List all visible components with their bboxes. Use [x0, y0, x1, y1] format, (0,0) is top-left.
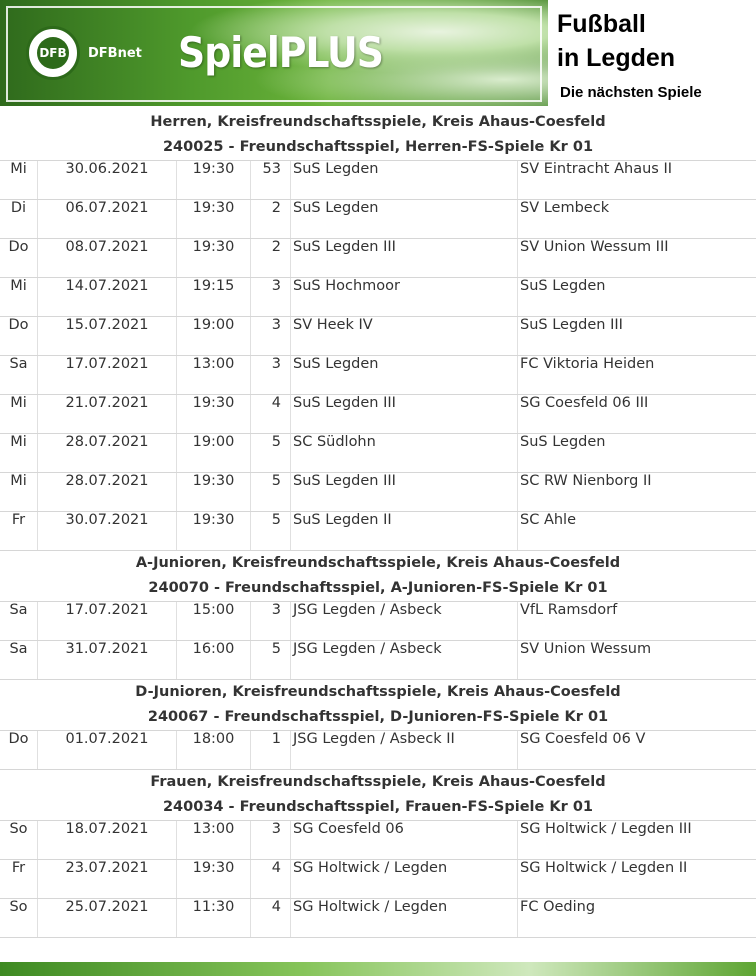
game-time: 18:00 [177, 731, 251, 769]
game-row [0, 434, 756, 473]
home-team: SuS Legden [291, 356, 518, 394]
game-date: 06.07.2021 [38, 200, 177, 238]
game-weekday: Do [0, 731, 38, 769]
game-time: 19:00 [177, 434, 251, 472]
home-team: SC Südlohn [291, 434, 518, 472]
home-team: SuS Hochmoor [291, 278, 518, 316]
game-matchday: 1 [251, 731, 291, 769]
game-weekday: Di [0, 200, 38, 238]
game-row [0, 860, 756, 899]
game-time: 19:30 [177, 860, 251, 898]
game-date: 14.07.2021 [38, 278, 177, 316]
home-team: SuS Legden III [291, 473, 518, 511]
game-weekday: Mi [0, 278, 38, 316]
game-matchday: 4 [251, 860, 291, 898]
away-team: SV Union Wessum [520, 641, 652, 657]
game-row [0, 317, 756, 356]
away-team: SV Union Wessum III [520, 239, 669, 255]
game-row [0, 899, 756, 938]
game-time: 19:30 [177, 395, 251, 433]
game-row [0, 821, 756, 860]
game-date: 30.07.2021 [38, 512, 177, 550]
game-date: 01.07.2021 [38, 731, 177, 769]
away-team: SG Holtwick / Legden III [520, 821, 692, 837]
competition-title: Frauen, Kreisfreundschaftsspiele, Kreis Ahaus-Coesfeld [150, 774, 606, 790]
competition-subtitle: 240025 - Freundschaftsspiel, Herren-FS-Spiele Kr 01 [162, 139, 594, 155]
game-date: 18.07.2021 [38, 821, 177, 859]
game-row [0, 602, 756, 641]
home-team: SG Holtwick / Legden [291, 860, 518, 898]
game-time: 19:30 [177, 239, 251, 277]
game-matchday: 5 [251, 512, 291, 550]
game-date: 23.07.2021 [38, 860, 177, 898]
game-matchday: 3 [251, 821, 291, 859]
game-weekday: Mi [0, 473, 38, 511]
home-team: SG Coesfeld 06 [291, 821, 518, 859]
away-team: SV Eintracht Ahaus II [520, 161, 673, 177]
home-team: SG Holtwick / Legden [291, 899, 518, 937]
game-time: 19:30 [177, 200, 251, 238]
game-date: 21.07.2021 [38, 395, 177, 433]
away-team: SuS Legden III [520, 317, 623, 333]
away-team: SC RW Nienborg II [520, 473, 652, 489]
game-weekday: Mi [0, 434, 38, 472]
home-team: JSG Legden / Asbeck [291, 641, 518, 679]
section-header [0, 110, 756, 161]
game-time: 13:00 [177, 356, 251, 394]
game-matchday: 3 [251, 602, 291, 640]
page-subtitle: Die nächsten Spiele [560, 84, 702, 101]
game-row [0, 395, 756, 434]
game-date: 08.07.2021 [38, 239, 177, 277]
competition-title: Herren, Kreisfreundschaftsspiele, Kreis Ahaus-Coesfeld [150, 114, 606, 130]
game-row [0, 161, 756, 200]
competition-subtitle: 240034 - Freundschaftsspiel, Frauen-FS-Spiele Kr 01 [162, 799, 594, 815]
page-header [0, 0, 756, 110]
home-team: SuS Legden III [291, 239, 518, 277]
game-matchday: 5 [251, 641, 291, 679]
game-time: 19:30 [177, 473, 251, 511]
section-header [0, 551, 756, 602]
away-team: SG Holtwick / Legden II [520, 860, 688, 876]
game-date: 31.07.2021 [38, 641, 177, 679]
home-team: JSG Legden / Asbeck II [291, 731, 518, 769]
home-team: SuS Legden [291, 161, 518, 199]
away-team: FC Viktoria Heiden [520, 356, 655, 372]
game-time: 11:30 [177, 899, 251, 937]
home-team: SuS Legden III [291, 395, 518, 433]
game-weekday: So [0, 821, 38, 859]
footer-strip [0, 962, 756, 976]
game-date: 30.06.2021 [38, 161, 177, 199]
game-row [0, 641, 756, 680]
game-date: 28.07.2021 [38, 473, 177, 511]
section-header [0, 770, 756, 821]
game-date: 17.07.2021 [38, 602, 177, 640]
section-header [0, 680, 756, 731]
game-time: 19:30 [177, 161, 251, 199]
game-row [0, 239, 756, 278]
game-date: 15.07.2021 [38, 317, 177, 355]
game-time: 13:00 [177, 821, 251, 859]
game-matchday: 53 [251, 161, 291, 199]
game-weekday: Do [0, 317, 38, 355]
away-team: SuS Legden [520, 434, 606, 450]
away-team: SuS Legden [520, 278, 606, 294]
game-row [0, 200, 756, 239]
competition-subtitle: 240067 - Freundschaftsspiel, D-Junioren-FS-Spiele Kr 01 [147, 709, 609, 725]
game-weekday: Sa [0, 641, 38, 679]
game-matchday: 4 [251, 395, 291, 433]
away-team: VfL Ramsdorf [520, 602, 618, 618]
page-title-line2: in Legden [557, 44, 676, 72]
game-weekday: So [0, 899, 38, 937]
game-time: 15:00 [177, 602, 251, 640]
game-row [0, 356, 756, 395]
game-row [0, 473, 756, 512]
game-time: 19:00 [177, 317, 251, 355]
away-team: SG Coesfeld 06 III [520, 395, 649, 411]
game-weekday: Fr [0, 512, 38, 550]
game-weekday: Sa [0, 356, 38, 394]
game-weekday: Sa [0, 602, 38, 640]
game-matchday: 5 [251, 473, 291, 511]
product-logo-text: SpielPLUS [178, 28, 383, 77]
competition-title: D-Junioren, Kreisfreundschaftsspiele, Kreis Ahaus-Coesfeld [135, 684, 621, 700]
games-list [0, 110, 756, 938]
home-team: SV Heek IV [291, 317, 518, 355]
competition-subtitle: 240070 - Freundschaftsspiel, A-Junioren-FS-Spiele Kr 01 [148, 580, 608, 596]
game-row [0, 278, 756, 317]
home-team: SuS Legden II [291, 512, 518, 550]
competition-title: A-Junioren, Kreisfreundschaftsspiele, Kreis Ahaus-Coesfeld [135, 555, 621, 571]
game-time: 16:00 [177, 641, 251, 679]
away-team: SC Ahle [520, 512, 576, 528]
game-weekday: Mi [0, 395, 38, 433]
game-matchday: 2 [251, 239, 291, 277]
page-title-line1: Fußball [557, 10, 646, 38]
away-team: SG Coesfeld 06 V [520, 731, 646, 747]
game-date: 17.07.2021 [38, 356, 177, 394]
dfb-logo-icon: DFB [26, 26, 80, 80]
game-matchday: 3 [251, 278, 291, 316]
game-time: 19:15 [177, 278, 251, 316]
spielplus-banner [0, 0, 551, 106]
game-matchday: 3 [251, 356, 291, 394]
game-row [0, 731, 756, 770]
game-row [0, 512, 756, 551]
game-matchday: 3 [251, 317, 291, 355]
game-weekday: Do [0, 239, 38, 277]
game-date: 28.07.2021 [38, 434, 177, 472]
game-time: 19:30 [177, 512, 251, 550]
game-weekday: Fr [0, 860, 38, 898]
away-team: FC Oeding [520, 899, 596, 915]
game-weekday: Mi [0, 161, 38, 199]
game-matchday: 5 [251, 434, 291, 472]
home-team: SuS Legden [291, 200, 518, 238]
home-team: JSG Legden / Asbeck [291, 602, 518, 640]
away-team: SV Lembeck [520, 200, 610, 216]
game-matchday: 4 [251, 899, 291, 937]
game-date: 25.07.2021 [38, 899, 177, 937]
game-matchday: 2 [251, 200, 291, 238]
brand-label: DFBnet [88, 46, 142, 61]
